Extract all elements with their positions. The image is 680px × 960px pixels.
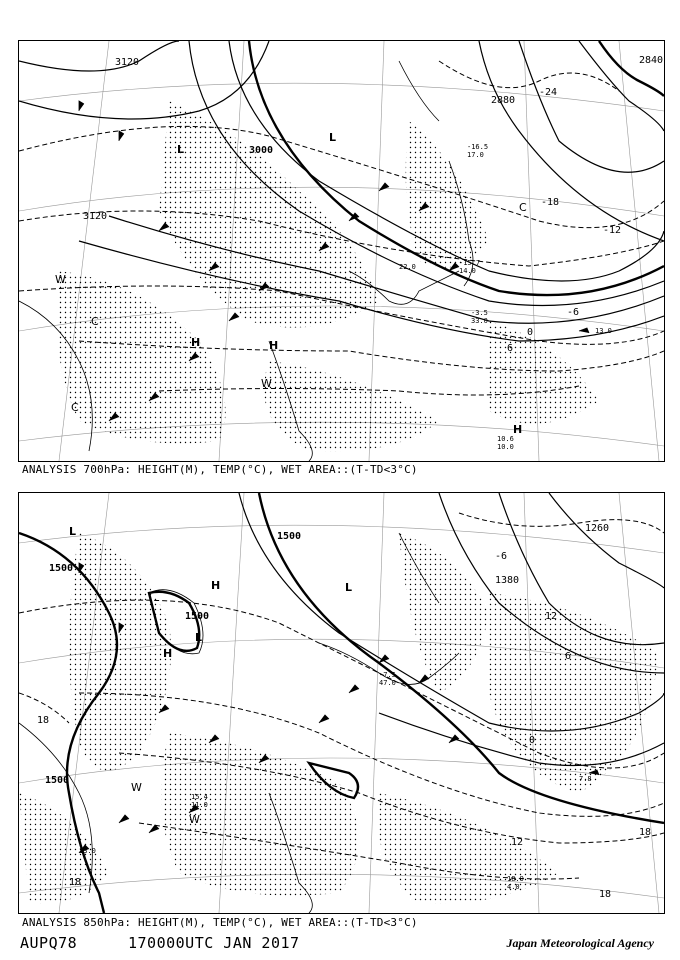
low-center-1: L — [69, 525, 77, 538]
temp-label-18-w: 18 — [37, 715, 50, 726]
temp-label-18-sw: 18 — [69, 877, 82, 888]
station-value: 7.8 — [579, 775, 592, 783]
product-code: AUPQ78 — [20, 934, 78, 952]
height-label-3000: 3000 — [249, 145, 274, 156]
map-700hpa — [19, 41, 664, 461]
valid-time: 170000UTC JAN 2017 — [128, 934, 300, 952]
chart-700hpa — [18, 40, 665, 462]
low-center-2: L — [329, 131, 337, 144]
temp-label-18-s: 18 — [599, 889, 612, 900]
temp-label-0: 0 — [529, 735, 536, 746]
temp-label-m6: -6 — [567, 307, 580, 318]
height-label-3120-west: 3120 — [83, 211, 108, 222]
station-value: 18.9 — [507, 875, 524, 883]
cold-marker-3: C — [519, 201, 527, 214]
agency-credit: Japan Meteorological Agency — [506, 936, 654, 950]
station-value: -7.5 — [379, 671, 396, 679]
warm-marker-2: W — [189, 813, 200, 826]
high-center-2: H — [269, 339, 279, 352]
temp-label-12-e: 12 — [545, 611, 558, 622]
temp-label-18-se: 18 — [639, 827, 652, 838]
station-value: 4.0 — [507, 883, 520, 891]
high-center-1: H — [191, 336, 201, 349]
map-850hpa — [19, 493, 664, 913]
temp-label-m24: -24 — [539, 87, 558, 98]
height-label-1500-low: 1500 — [185, 611, 210, 622]
chart-850hpa — [18, 492, 665, 914]
station-value: 17.0 — [467, 151, 484, 159]
high-center-3: H — [513, 423, 523, 436]
cold-marker-1: C — [91, 315, 99, 328]
temp-label-m12: -12 — [603, 225, 622, 236]
temp-label-m18: -18 — [541, 197, 560, 208]
station-value: 22.0 — [399, 263, 416, 271]
station-value: 14.0 — [459, 267, 476, 275]
station-value: 11.0 — [191, 801, 208, 809]
station-value: 10.0 — [497, 443, 514, 451]
high-center-2: H — [163, 647, 173, 660]
height-label-3120-north: 3120 — [115, 57, 140, 68]
temp-label-0: 0 — [527, 327, 534, 338]
height-label-2840: 2840 — [639, 55, 664, 66]
station-value: 33.0 — [471, 317, 488, 325]
height-label-1500-sw: 1500 — [45, 775, 70, 786]
height-label-2880: 2880 — [491, 95, 516, 106]
height-label-1380: 1380 — [495, 575, 520, 586]
station-value: -3.5 — [471, 309, 488, 317]
caption-850hpa: ANALYSIS 850hPa: HEIGHT(M), TEMP(°C), WET AREA::(T-TD<3°C) — [22, 916, 418, 929]
caption-700hpa: ANALYSIS 700hPa: HEIGHT(M), TEMP(°C), WET AREA::(T-TD<3°C) — [22, 463, 418, 476]
station-value: 10.6 — [497, 435, 514, 443]
station-value: 13.0 — [79, 847, 96, 855]
temp-label-6: 6 — [565, 651, 572, 662]
low-center-2: L — [195, 631, 203, 644]
station-value: 15.4 — [191, 793, 208, 801]
cold-marker-2: C — [71, 401, 79, 414]
station-value: 13.0 — [595, 327, 612, 335]
height-label-1260: 1260 — [585, 523, 610, 534]
warm-marker-1: W — [55, 273, 66, 286]
wet-areas — [19, 533, 659, 904]
station-value: -15.7 — [459, 259, 481, 267]
height-label-1500-nw: 1500 — [49, 563, 74, 574]
low-center-3: L — [345, 581, 353, 594]
temp-label-m6: -6 — [495, 551, 508, 562]
height-label-1500-n: 1500 — [277, 531, 302, 542]
high-center-1: H — [211, 579, 221, 592]
warm-marker-1: W — [131, 781, 142, 794]
station-value: 47.0 — [379, 679, 396, 687]
low-center-1: L — [177, 143, 185, 156]
temp-label-6: 6 — [507, 343, 514, 354]
warm-marker-2: W — [261, 377, 272, 390]
temp-label-12-s: 12 — [511, 837, 524, 848]
station-value: -16.5 — [467, 143, 489, 151]
